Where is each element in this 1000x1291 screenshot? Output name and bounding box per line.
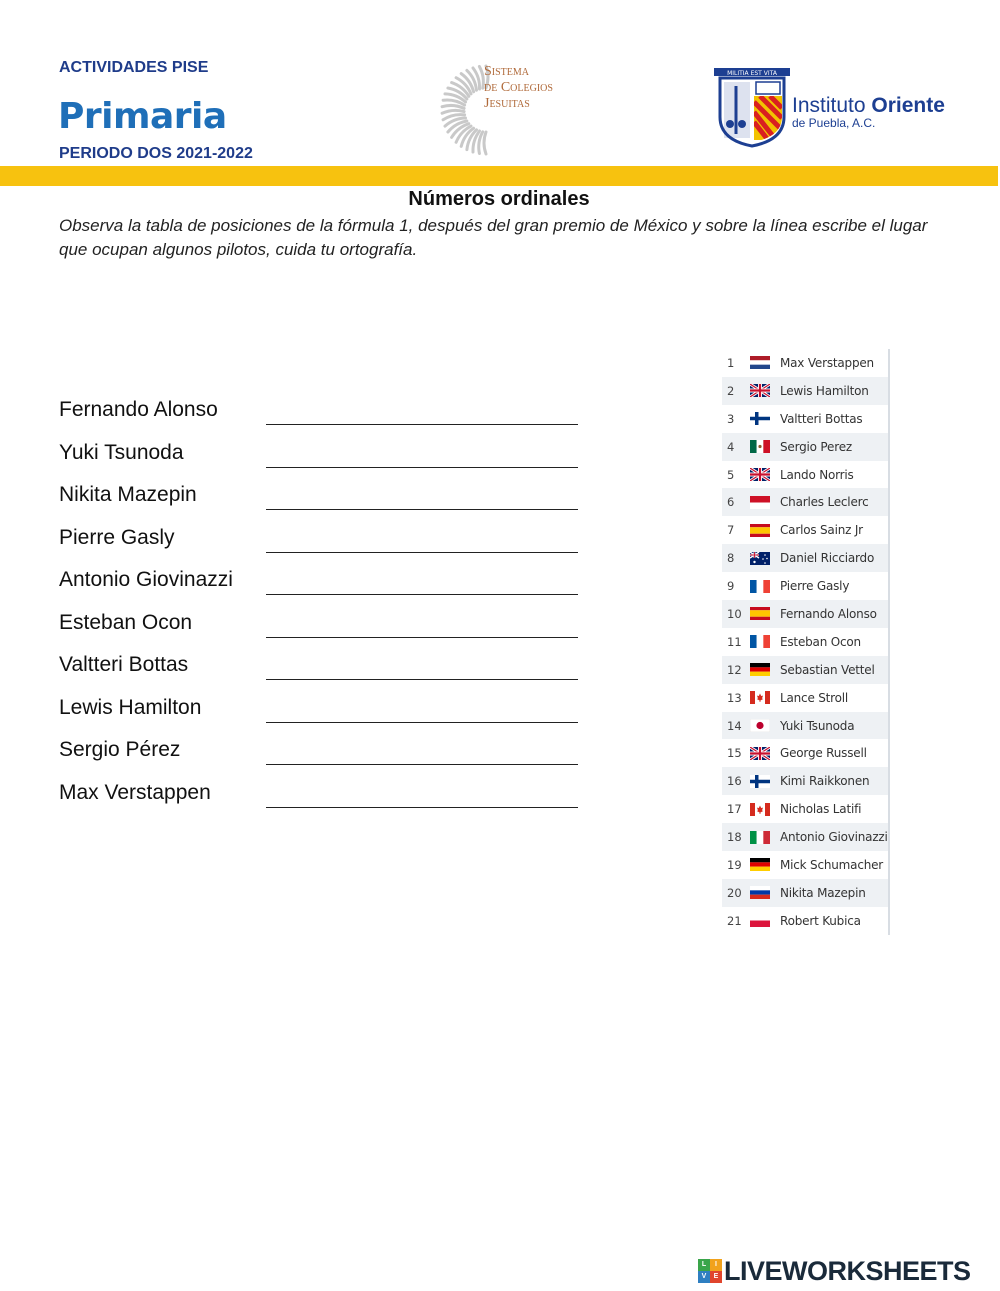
standings-driver-name: Charles Leclerc <box>780 495 869 510</box>
mexico-flag-icon <box>750 440 770 453</box>
canada-flag-icon <box>750 803 770 816</box>
finland-flag-icon <box>750 412 770 425</box>
finland-flag-icon <box>750 775 770 788</box>
name-row <box>59 609 599 652</box>
name-row <box>59 566 599 609</box>
standings-position: 21 <box>727 913 742 928</box>
answer-field[interactable] <box>266 807 578 808</box>
name-row <box>59 651 599 694</box>
sistema-colegios-logo-text: Sistema de Colegios Jesuitas <box>484 64 553 111</box>
standings-driver-name: Robert Kubica <box>780 913 861 928</box>
period-label: PERIODO DOS 2021-2022 <box>59 145 253 162</box>
standings-row <box>722 461 888 489</box>
standings-row <box>722 656 888 684</box>
driver-name-label: Sergio Pérez <box>59 738 181 761</box>
answer-field[interactable] <box>266 509 578 510</box>
standings-driver-name: Valtteri Bottas <box>780 411 863 426</box>
standings-row <box>722 767 888 795</box>
standings-position: 7 <box>727 523 735 538</box>
standings-driver-name: Yuki Tsunoda <box>780 718 855 733</box>
germany-flag-icon <box>750 663 770 676</box>
standings-driver-name: Antonio Giovinazzi <box>780 830 888 845</box>
answer-field[interactable] <box>266 552 578 553</box>
driver-name-label: Fernando Alonso <box>59 398 218 421</box>
standings-driver-name: Esteban Ocon <box>780 634 861 649</box>
name-row <box>59 524 599 567</box>
standings-position: 8 <box>727 551 735 566</box>
liveworksheets-logo-icon: L I V E <box>698 1259 722 1283</box>
standings-driver-name: Daniel Ricciardo <box>780 551 875 566</box>
standings-driver-name: George Russell <box>780 746 867 761</box>
canada-flag-icon <box>750 691 770 704</box>
name-row <box>59 481 599 524</box>
standings-position: 4 <box>727 439 735 454</box>
driver-name-label: Valtteri Bottas <box>59 653 189 676</box>
sun-emblem-icon <box>432 60 492 160</box>
standings-driver-name: Nikita Mazepin <box>780 885 866 900</box>
standings-row <box>722 516 888 544</box>
standings-driver-name: Fernando Alonso <box>780 606 877 621</box>
standings-row <box>722 544 888 572</box>
standings-position: 19 <box>727 857 742 872</box>
standings-row <box>722 907 888 935</box>
standings-driver-name: Mick Schumacher <box>780 857 884 872</box>
standings-position: 15 <box>727 746 742 761</box>
name-row <box>59 779 599 822</box>
name-row <box>59 439 599 482</box>
standings-position: 3 <box>727 411 735 426</box>
standings-position: 17 <box>727 802 742 817</box>
australia-flag-icon <box>750 552 770 565</box>
standings-driver-name: Lando Norris <box>780 467 854 482</box>
standings-driver-name: Pierre Gasly <box>780 579 850 594</box>
name-row <box>59 396 599 439</box>
answer-field[interactable] <box>266 679 578 680</box>
russia-flag-icon <box>750 886 770 899</box>
liveworksheets-brand-text: LIVEWORKSHEETS <box>724 1255 971 1286</box>
crest-icon <box>712 62 792 152</box>
standings-driver-name: Lance Stroll <box>780 690 849 705</box>
standings-row <box>722 851 888 879</box>
standings-row <box>722 377 888 405</box>
uk-flag-icon <box>750 747 770 760</box>
answer-field[interactable] <box>266 424 578 425</box>
standings-position: 10 <box>727 606 742 621</box>
answer-field[interactable] <box>266 467 578 468</box>
standings-position: 1 <box>727 355 735 370</box>
monaco-flag-icon <box>750 496 770 509</box>
answer-field[interactable] <box>266 722 578 723</box>
standings-driver-name: Sergio Perez <box>780 439 852 454</box>
netherlands-flag-icon <box>750 356 770 369</box>
standings-row <box>722 349 888 377</box>
standings-row <box>722 795 888 823</box>
standings-position: 13 <box>727 690 742 705</box>
poland-flag-icon <box>750 914 770 927</box>
france-flag-icon <box>750 580 770 593</box>
driver-name-label: Max Verstappen <box>59 780 211 804</box>
answer-field[interactable] <box>266 764 578 765</box>
italy-flag-icon <box>750 831 770 844</box>
sistema-colegios-jesuitas-logo <box>432 60 582 160</box>
answer-field[interactable] <box>266 637 578 638</box>
standings-row <box>722 879 888 907</box>
japan-flag-icon <box>750 719 770 732</box>
instituto-oriente-subtitle: de Puebla, A.C. <box>792 116 876 130</box>
standings-position: 16 <box>727 774 742 789</box>
spain-flag-icon <box>750 607 770 620</box>
standings-position: 2 <box>727 383 735 398</box>
driver-name-label: Esteban Ocon <box>59 610 193 634</box>
standings-driver-name: Sebastian Vettel <box>780 662 875 677</box>
name-row <box>59 736 599 779</box>
standings-driver-name: Carlos Sainz Jr <box>780 523 863 538</box>
standings-driver-name: Lewis Hamilton <box>780 383 869 398</box>
standings-row <box>722 488 888 516</box>
standings-driver-name: Max Verstappen <box>780 355 874 370</box>
instituto-oriente-logo <box>712 62 972 152</box>
header-divider-bar <box>0 166 998 186</box>
crest-motto: MILITIA EST VITA <box>727 70 777 77</box>
standings-table <box>722 349 890 935</box>
standings-row <box>722 739 888 767</box>
driver-name-label: Yuki Tsunoda <box>59 440 184 464</box>
standings-row <box>722 823 888 851</box>
standings-row <box>722 405 888 433</box>
standings-position: 9 <box>727 579 735 594</box>
standings-position: 14 <box>727 718 742 733</box>
driver-name-label: Lewis Hamilton <box>59 695 202 719</box>
standings-position: 12 <box>727 662 742 677</box>
spain-flag-icon <box>750 524 770 537</box>
standings-position: 6 <box>727 495 735 510</box>
standings-row <box>722 628 888 656</box>
standings-row <box>722 684 888 712</box>
france-flag-icon <box>750 635 770 648</box>
instituto-oriente-name: Instituto Oriente <box>792 94 945 117</box>
standings-row <box>722 433 888 461</box>
standings-position: 20 <box>727 885 742 900</box>
standings-driver-name: Kimi Raikkonen <box>780 774 870 789</box>
standings-row <box>722 600 888 628</box>
name-row <box>59 694 599 737</box>
uk-flag-icon <box>750 384 770 397</box>
standings-position: 18 <box>727 830 742 845</box>
driver-name-label: Nikita Mazepin <box>59 483 197 506</box>
liveworksheets-branding <box>698 1257 971 1285</box>
answer-field[interactable] <box>266 594 578 595</box>
names-list <box>59 396 599 821</box>
uk-flag-icon <box>750 468 770 481</box>
driver-name-label: Pierre Gasly <box>59 525 175 549</box>
standings-position: 11 <box>727 634 742 649</box>
worksheet-instructions: Observa la tabla de posiciones de la fórmula 1, después del gran premio de México y sobre la línea escribe el lugar que ocupan algunos pilotos, cuida tu ortografía. <box>59 216 928 259</box>
level-title: Primaria <box>58 96 227 137</box>
germany-flag-icon <box>750 858 770 871</box>
driver-name-label: Antonio Giovinazzi <box>59 568 233 591</box>
worksheet-title: Números ordinales <box>408 188 590 210</box>
activity-label: ACTIVIDADES PISE <box>59 59 209 76</box>
standings-row <box>722 712 888 740</box>
standings-driver-name: Nicholas Latifi <box>780 802 862 817</box>
standings-row <box>722 572 888 600</box>
standings-position: 5 <box>727 467 735 482</box>
